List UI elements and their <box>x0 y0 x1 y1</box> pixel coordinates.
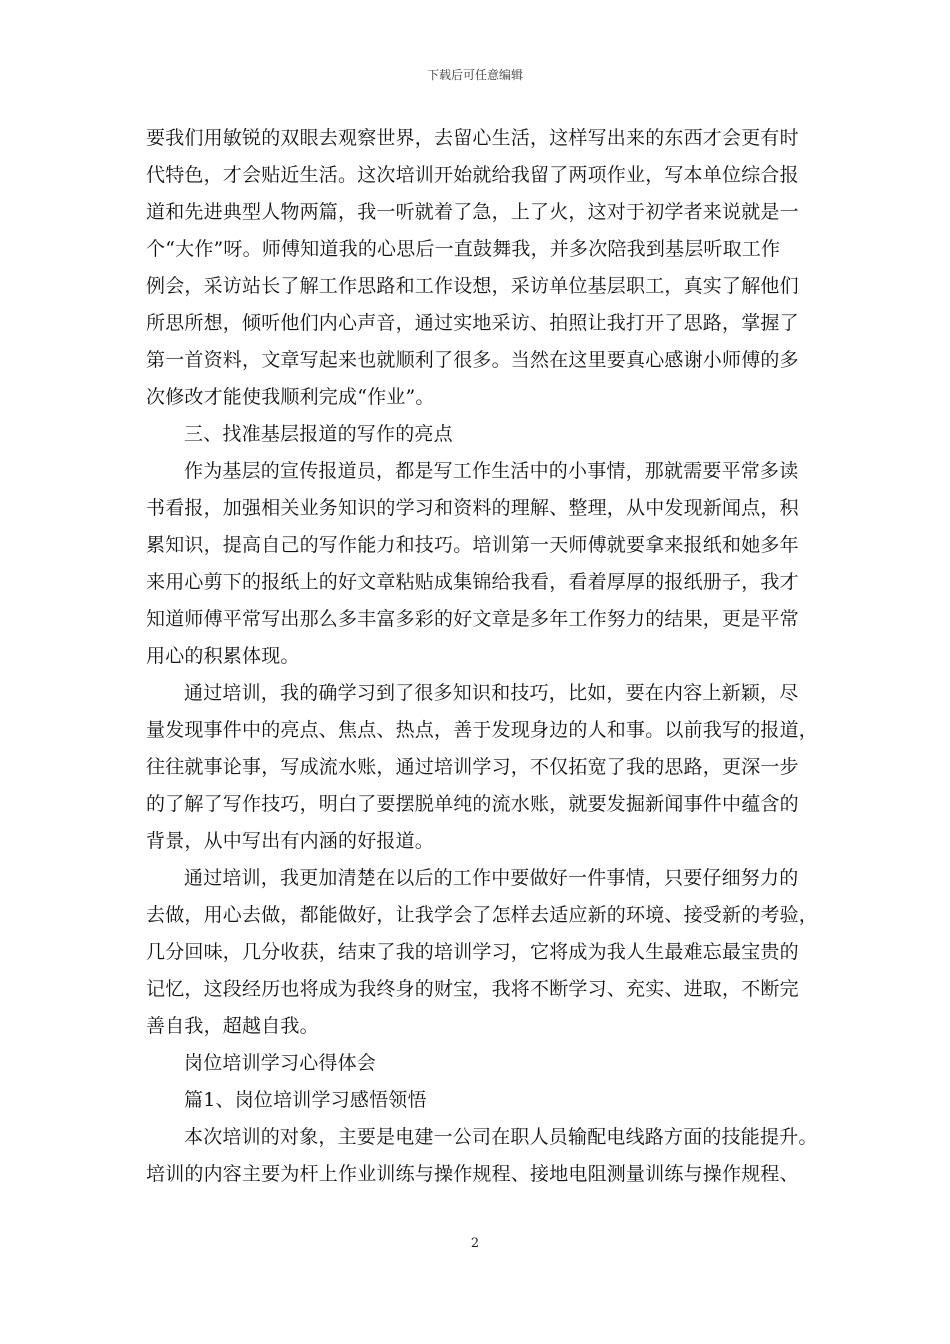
section-heading <box>146 1082 808 1119</box>
text-line: 通过培训，我的确学习到了很多知识和技巧，比如，要在内容上新颖，尽 <box>184 682 799 704</box>
text-line: 书看报，加强相关业务知识的学习和资料的理解、整理，从中发现新闻点，积 <box>146 497 799 519</box>
section-heading <box>146 416 808 453</box>
body-paragraph <box>146 120 808 416</box>
text-line: 例会，采访站长了解工作思路和工作设想，采访单位基层职工，真实了解他们 <box>146 275 799 297</box>
text-line: 个“大作”呀。师傅知道我的心思后一直鼓舞我，并多次陪我到基层听取工作 <box>146 238 781 260</box>
text-line: 去做，用心去做，都能做好，让我学会了怎样去适应新的环境、接受新的考验， <box>146 904 819 926</box>
text-line: 往往就事论事，写成流水账，通过培训学习，不仅拓宽了我的思路，更深一步 <box>146 756 799 778</box>
section-heading <box>146 1045 808 1082</box>
text-line: 的了解了写作技巧，明白了要摆脱单纯的流水账，就要发掘新闻事件中蕴含的 <box>146 793 799 815</box>
body-paragraph <box>146 1119 818 1193</box>
text-line: 作为基层的宣传报道员，都是写工作生活中的小事情，那就需要平常多读 <box>184 460 799 482</box>
text-line: 所思所想，倾听他们内心声音，通过实地采访、拍照让我打开了思路，掌握了 <box>146 312 799 334</box>
text-line: 代特色，才会贴近生活。这次培训开始就给我留了两项作业，写本单位综合报 <box>146 164 799 186</box>
heading-text: 篇1、岗位培训学习感悟领悟 <box>184 1089 427 1111</box>
body-paragraph <box>146 675 819 860</box>
text-line: 背景，从中写出有内涵的好报道。 <box>146 830 435 852</box>
text-line: 来用心剪下的报纸上的好文章粘贴成集锦给我看，看着厚厚的报纸册子，我才 <box>146 571 799 593</box>
text-line: 量发现事件中的亮点、焦点、热点，善于发现身边的人和事。以前我写的报道， <box>146 719 819 741</box>
text-line: 次修改才能使我顺利完成“作业”。 <box>146 386 435 408</box>
body-paragraph <box>146 860 819 1045</box>
document-body <box>146 120 819 1193</box>
page-header: 下载后可任意编辑 <box>426 68 523 82</box>
text-line: 要我们用敏锐的双眼去观察世界，去留心生活，这样写出来的东西才会更有时 <box>146 127 799 149</box>
text-line: 记忆，这段经历也将成为我终身的财宝，我将不断学习、充实、进取，不断完 <box>146 978 799 1000</box>
text-line: 第一首资料，文章写起来也就顺利了很多。当然在这里要真心感谢小师傅的多 <box>146 349 799 371</box>
heading-text: 三、找准基层报道的写作的亮点 <box>184 423 453 445</box>
page-number: 2 <box>470 1236 480 1251</box>
text-line: 用心的积累体现。 <box>146 645 300 667</box>
heading-text: 岗位培训学习心得体会 <box>184 1052 377 1074</box>
text-line: 本次培训的对象，主要是电建一公司在职人员输配电线路方面的技能提升。 <box>184 1126 818 1148</box>
text-line: 累知识，提高自己的写作能力和技巧。培训第一天师傅就要拿来报纸和她多年 <box>146 534 799 556</box>
text-line: 培训的内容主要为杆上作业训练与操作规程、接地电阻测量训练与操作规程、 <box>146 1163 799 1185</box>
text-line: 知道师傅平常写出那么多丰富多彩的好文章是多年工作努力的结果，更是平常 <box>146 608 799 630</box>
body-paragraph <box>146 453 808 675</box>
text-line: 善自我，超越自我。 <box>146 1015 319 1037</box>
text-line: 几分回味，几分收获，结束了我的培训学习，它将成为我人生最难忘最宝贵的 <box>146 941 799 963</box>
text-line: 通过培训，我更加清楚在以后的工作中要做好一件事情，只要仔细努力的 <box>184 867 799 889</box>
text-line: 道和先进典型人物两篇，我一听就着了急，上了火，这对于初学者来说就是一 <box>146 201 799 223</box>
